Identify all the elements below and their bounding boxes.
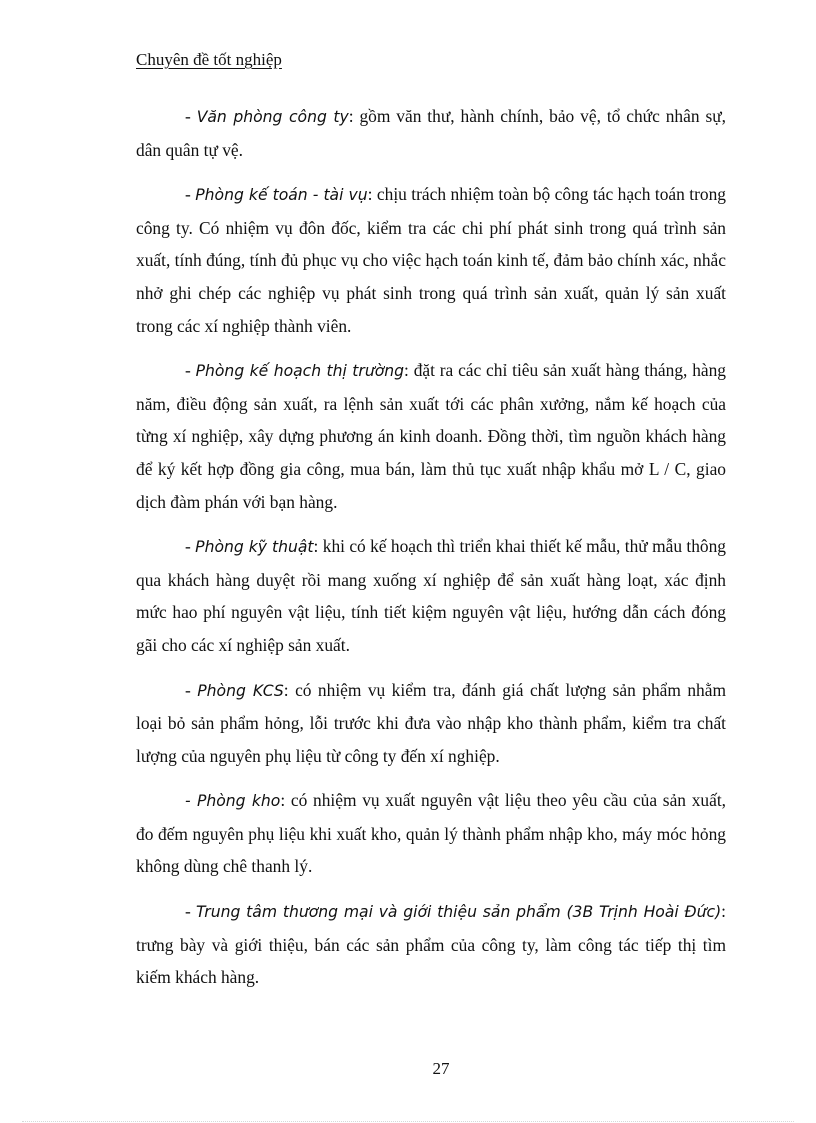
- paragraph-trade-center: [136, 895, 726, 994]
- running-header: Chuyên đề tốt nghiệp: [136, 50, 282, 69]
- paragraph-body: : trưng bày và giới thiệu, bán các sản phẩm của công ty, làm công tác tiếp thị tìm kiếm khách hàng.: [136, 901, 726, 988]
- paragraph-office: [136, 100, 726, 166]
- page-bottom-divider: [22, 1121, 794, 1122]
- paragraph-lead: -: [185, 360, 196, 381]
- paragraph-kcs: [136, 674, 726, 773]
- department-name: Văn phòng công ty: [196, 108, 349, 126]
- paragraph-planning: [136, 354, 726, 518]
- paragraph-body: : gồm văn thư, hành chính, bảo vệ, tổ chức nhân sự, dân quân tự vệ.: [136, 106, 726, 160]
- paragraph-accounting: [136, 178, 726, 342]
- paragraph-technical: [136, 530, 726, 661]
- department-name: - Phòng kho: [185, 792, 281, 811]
- paragraph-lead: -: [185, 106, 197, 126]
- paragraph-body: : đặt ra các chỉ tiêu sản xuất hàng tháng, hàng năm, điều động sản xuất, ra lệnh sản xuất tới các phân xưởng, nắm kế hoạch của từng xí nghiệp, xây dựng phương án kinh doanh. Đồng thời, tìm nguồn khách hàng để ký kết hợp đồng gia công, mua bán, làm thủ tục xuất nhập khẩu mở L / C, giao dịch đàm phán với bạn hàng.: [136, 360, 726, 512]
- paragraph-body: : có nhiệm vụ xuất nguyên vật liệu theo yêu cầu của sản xuất, đo đếm nguyên phụ liệu khi xuất kho, quản lý thành phẩm nhập kho, máy móc hỏng không dùng chê thanh lý.: [136, 790, 726, 877]
- paragraph-body: : khi có kế hoạch thì triển khai thiết kế mẫu, thử mẫu thông qua khách hàng duyệt rồi mang xuống xí nghiệp để sản xuất hàng loạt, xác định mức hao phí nguyên vật liệu, tính tiết kiệm nguyên vật liệu, hướng dẫn cách đóng gãi cho các xí nghiệp sản xuất.: [136, 536, 727, 655]
- paragraph-lead: -: [185, 679, 198, 700]
- paragraph-warehouse: [136, 784, 726, 883]
- paragraph-body: : chịu trách nhiệm toàn bộ công tác hạch toán trong công ty. Có nhiệm vụ đôn đốc, kiểm tra các chi phí phát sinh trong quá trình sản xuất, tính đúng, tính đủ phục vụ cho việc hạch toán kinh tế, đảm bảo chính xác, nhắc nhở ghi chép các nghiệp vụ phát sinh trong quá trình sản xuất, quản lý sản xuất trong các xí nghiệp thành viên.: [136, 184, 727, 336]
- paragraph-lead: -: [185, 901, 196, 922]
- department-name: Phòng kế hoạch thị trường: [195, 362, 405, 381]
- department-name: Phòng KCS: [197, 681, 284, 700]
- body-text: [136, 100, 726, 1006]
- paragraph-lead: -: [185, 536, 196, 557]
- paragraph-body: : có nhiệm vụ kiểm tra, đánh giá chất lượng sản phẩm nhằm loại bỏ sản phẩm hỏng, lỗi trước khi đưa vào nhập kho thành phẩm, kiểm tra chất lượng của nguyên phụ liệu từ công ty đến xí nghiệp.: [136, 679, 727, 766]
- department-name: Phòng kế toán - tài vụ: [195, 186, 368, 205]
- page-number: 27: [432, 1059, 450, 1078]
- paragraph-lead: -: [185, 184, 196, 205]
- department-name: Trung tâm thương mại và giới thiệu sản phẩm (3B Trịnh Hoài Đức): [195, 903, 722, 922]
- department-name: Phòng kỹ thuật: [195, 538, 314, 557]
